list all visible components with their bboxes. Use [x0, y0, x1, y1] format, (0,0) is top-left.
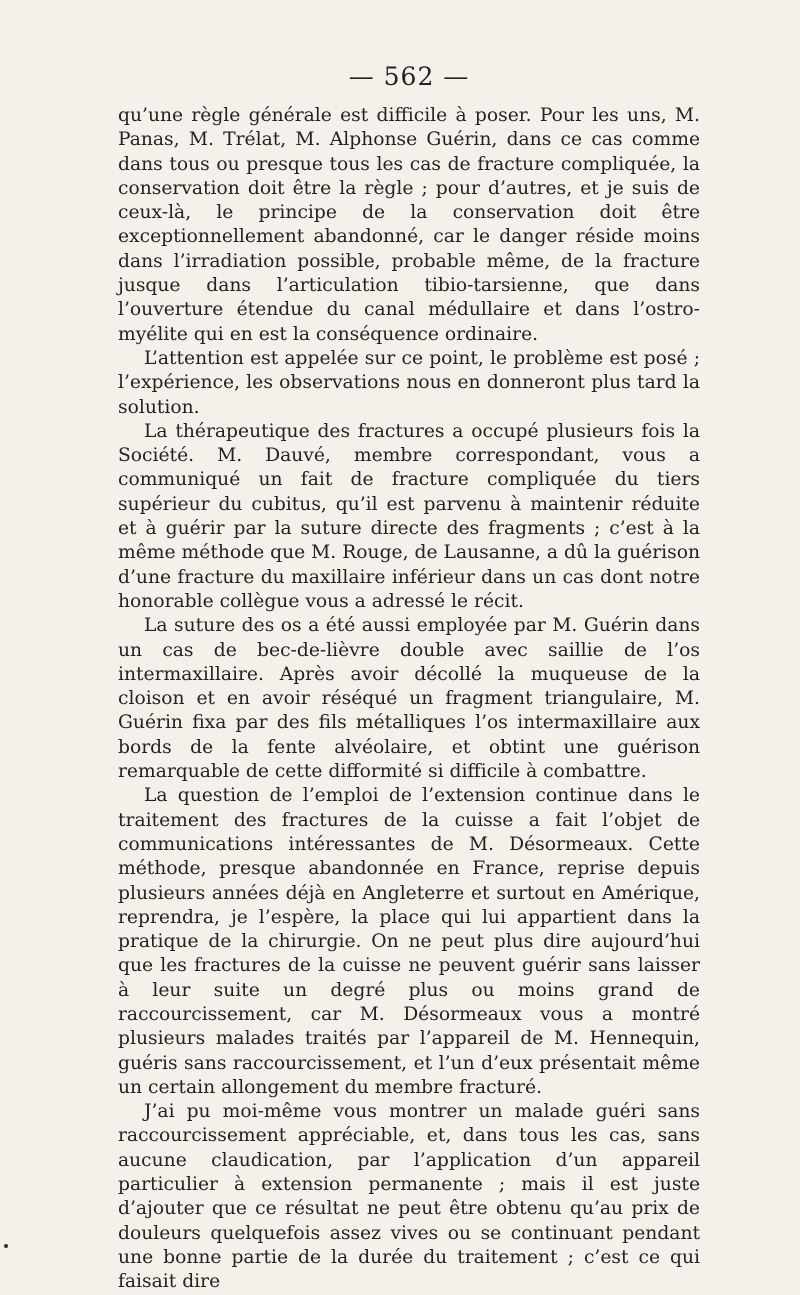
paragraph-4: La suture des os a été aussi employée par M. Guérin dans un cas de bec-de-lièvre double avec saillie de l’os intermaxillaire. Après avoir décollé la muqueuse de la cloison et en avoir réséqué un fragment triangulaire, M. Guérin fixa par des fils métalliques l’os intermaxillaire aux bords de la fente alvéolaire, et obtint une guérison remarquable de cette difformité si difficile à combattre.	[118, 615, 700, 783]
paragraph-6: J’ai pu moi-même vous montrer un malade guéri sans raccourcissement appréciable, et, dans tous les cas, sans aucune claudication, par l’application d’un appareil particulier à extension permanente ; mais il est juste d’ajouter que ce résultat ne peut être obtenu qu’au prix de douleurs quelquefois assez vives ou se continuant pendant une bonne partie de la durée du traitement ; c’est ce qui faisait dire	[118, 1101, 700, 1293]
paragraph-3: La thérapeutique des fractures a occupé plusieurs fois la Société. M. Dauvé, membre correspondant, vous a communiqué un fait de fracture compliquée du tiers supérieur du cubitus, qu’il est parvenu à maintenir réduite et à guérir par la suture directe des fragments ; c’est à la même méthode que M. Rouge, de Lausanne, a dû la guérison d’une fracture du maxillaire inférieur dans un cas dont notre honorable collègue vous a adressé le récit.	[118, 420, 700, 612]
margin-speck	[4, 1244, 8, 1248]
paragraph-5: La question de l’emploi de l’extension continue dans le traitement des fractures de la cuisse a fait l’objet de communications intéressantes de M. Désormeaux. Cette méthode, presque abandonnée en France, reprise depuis plusieurs années déjà en Angleterre et surtout en Amérique, reprendra, je l’espère, la place qui lui appartient dans la pratique de la chirurgie. On ne peut plus dire aujourd’hui que les fractures de la cuisse ne peuvent guérir sans laisser à leur suite un degré plus ou moins grand de raccourcissement, car M. Désormeaux vous a montré plusieurs malades traités par l’appareil de M. Hennequin, guéris sans raccourcissement, et l’un d’eux présentait même un certain allongement du membre fracturé.	[118, 785, 700, 1098]
paragraph-1: qu’une règle générale est difficile à poser. Pour les uns, M. Panas, M. Trélat, M. Alphonse Guérin, dans ce cas comme dans tous ou presque tous les cas de fracture compliquée, la conservation doit être la règle ; pour d’autres, et je suis de ceux-là, le principe de la conservation doit être exceptionnellement abandonné, car le danger réside moins dans l’irradiation possible, probable même, de la fracture jusque dans l’articulation tibio-tarsienne, que dans l’ouverture étendue du canal médullaire et dans l’ostro-myélite qui en est la conséquence ordinaire.	[118, 105, 700, 345]
book-page	[118, 58, 700, 1295]
page-number: — 562 —	[348, 62, 470, 91]
paragraph-2: L’attention est appelée sur ce point, le problème est posé ; l’expérience, les observations nous en donneront plus tard la solution.	[118, 347, 700, 418]
